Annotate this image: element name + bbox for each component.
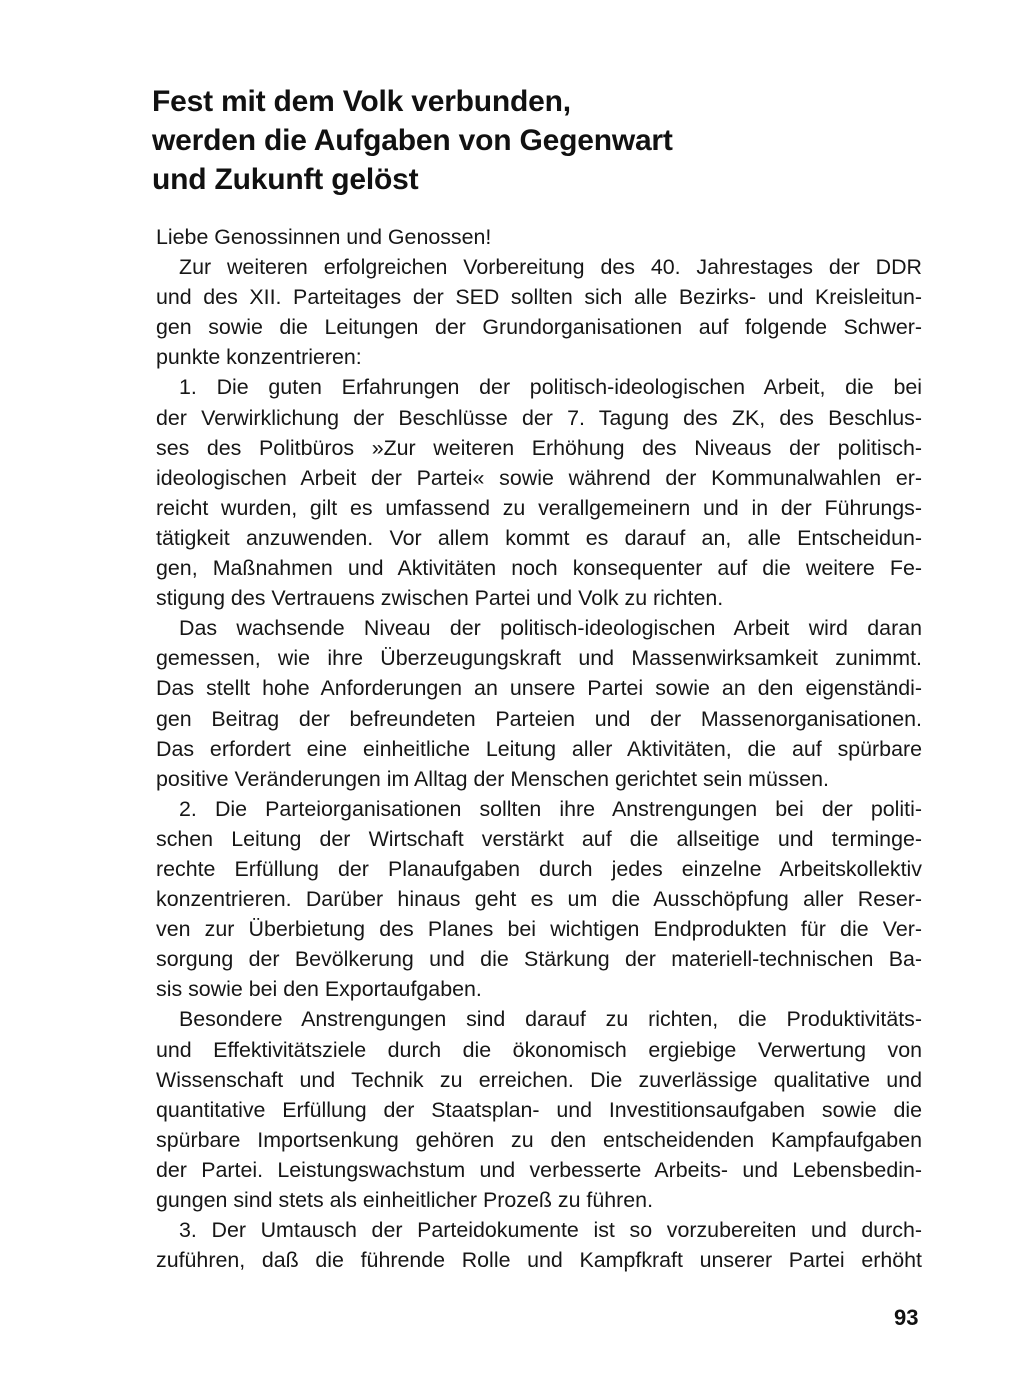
text-line: ven zur Überbietung des Planes bei wichtigen Endprodukten für die Ver- (156, 917, 922, 942)
text-line: Zur weiteren erfolgreichen Vorbereitung des 40. Jahrestages der DDR (179, 255, 922, 280)
text-line: stigung des Vertrauens zwischen Partei und Volk zu richten. (156, 586, 724, 611)
text-line: rechte Erfüllung der Planaufgaben durch jedes einzelne Arbeitskollektiv (156, 856, 922, 881)
text-line: und des XII. Parteitages der SED sollten sich alle Bezirks- und Kreisleitun- (156, 285, 922, 310)
text-line: quantitative Erfüllung der Staatsplan- und Investitionsaufgaben sowie die (156, 1097, 922, 1122)
body-text (156, 222, 922, 1275)
text-line: gen Beitrag der befreundeten Parteien und der Massenorganisationen. (156, 706, 922, 731)
text-line: 1. Die guten Erfahrungen der politisch-ideologischen Arbeit, die bei (179, 375, 922, 400)
text-line: Das stellt hohe Anforderungen an unsere Partei sowie an den eigenständi- (156, 676, 922, 701)
text-line: gen, Maßnahmen und Aktivitäten noch konsequenter auf die weitere Fe- (156, 556, 922, 581)
text-line: sorgung der Bevölkerung und die Stärkung der materiell-technischen Ba- (156, 947, 922, 972)
text-line: 2. Die Parteiorganisationen sollten ihre Anstrengungen bei der politi- (179, 796, 922, 821)
title-line: werden die Aufgaben von Gegenwart (152, 124, 673, 157)
text-line: gungen sind stets als einheitlicher Prozeß zu führen. (156, 1188, 654, 1212)
text-line: ideologischen Arbeit der Partei« sowie während der Kommunalwahlen er- (156, 465, 922, 490)
salutation-line: Liebe Genossinnen und Genossen! (156, 225, 492, 249)
text-line: tätigkeit anzuwenden. Vor allem kommt es darauf an, alle Entscheidun- (156, 525, 922, 550)
text-line: punkte konzentrieren: (156, 345, 362, 370)
page-title (152, 82, 852, 199)
text-line: und Effektivitätsziele durch die ökonomisch ergiebige Verwertung von (156, 1037, 922, 1062)
text-line: Das wachsende Niveau der politisch-ideologischen Arbeit wird daran (179, 616, 922, 641)
page-number: 93 (894, 1305, 919, 1330)
text-line: Das erfordert eine einheitliche Leitung aller Aktivitäten, die auf spürbare (156, 736, 922, 761)
text-line: Wissenschaft und Technik zu erreichen. Die zuverlässige qualitative und (156, 1067, 922, 1092)
text-line: der Partei. Leistungswachstum und verbesserte Arbeits- und Lebensbedin- (156, 1157, 922, 1182)
text-line: schen Leitung der Wirtschaft verstärkt auf die allseitige und terminge- (156, 826, 922, 851)
text-line: 3. Der Umtausch der Parteidokumente ist so vorzubereiten und durch- (179, 1218, 922, 1243)
text-line: spürbare Importsenkung gehören zu den entscheidenden Kampfaufgaben (156, 1127, 922, 1152)
text-line: zuführen, daß die führende Rolle und Kampfkraft unserer Partei erhöht (156, 1248, 922, 1273)
text-line: gen sowie die Leitungen der Grundorganisationen auf folgende Schwer- (156, 315, 922, 340)
text-line: konzentrieren. Darüber hinaus geht es um die Ausschöpfung aller Reser- (156, 887, 922, 912)
text-line: Besondere Anstrengungen sind darauf zu richten, die Produktivitäts- (179, 1007, 922, 1032)
title-line: und Zukunft gelöst (152, 163, 419, 196)
text-line: der Verwirklichung der Beschlüsse der 7. Tagung des ZK, des Beschlus- (156, 405, 922, 430)
title-line: Fest mit dem Volk verbunden, (152, 85, 571, 118)
text-line: reicht wurden, gilt es umfassend zu verallgemeinern und in der Führungs- (156, 495, 922, 520)
text-line: ses des Politbüros »Zur weiteren Erhöhung des Niveaus der politisch- (156, 435, 922, 460)
text-line: positive Veränderungen im Alltag der Menschen gerichtet sein müssen. (156, 766, 829, 791)
text-line: gemessen, wie ihre Überzeugungskraft und Massenwirksamkeit zunimmt. (156, 646, 922, 671)
text-line: sis sowie bei den Exportaufgaben. (156, 977, 482, 1002)
